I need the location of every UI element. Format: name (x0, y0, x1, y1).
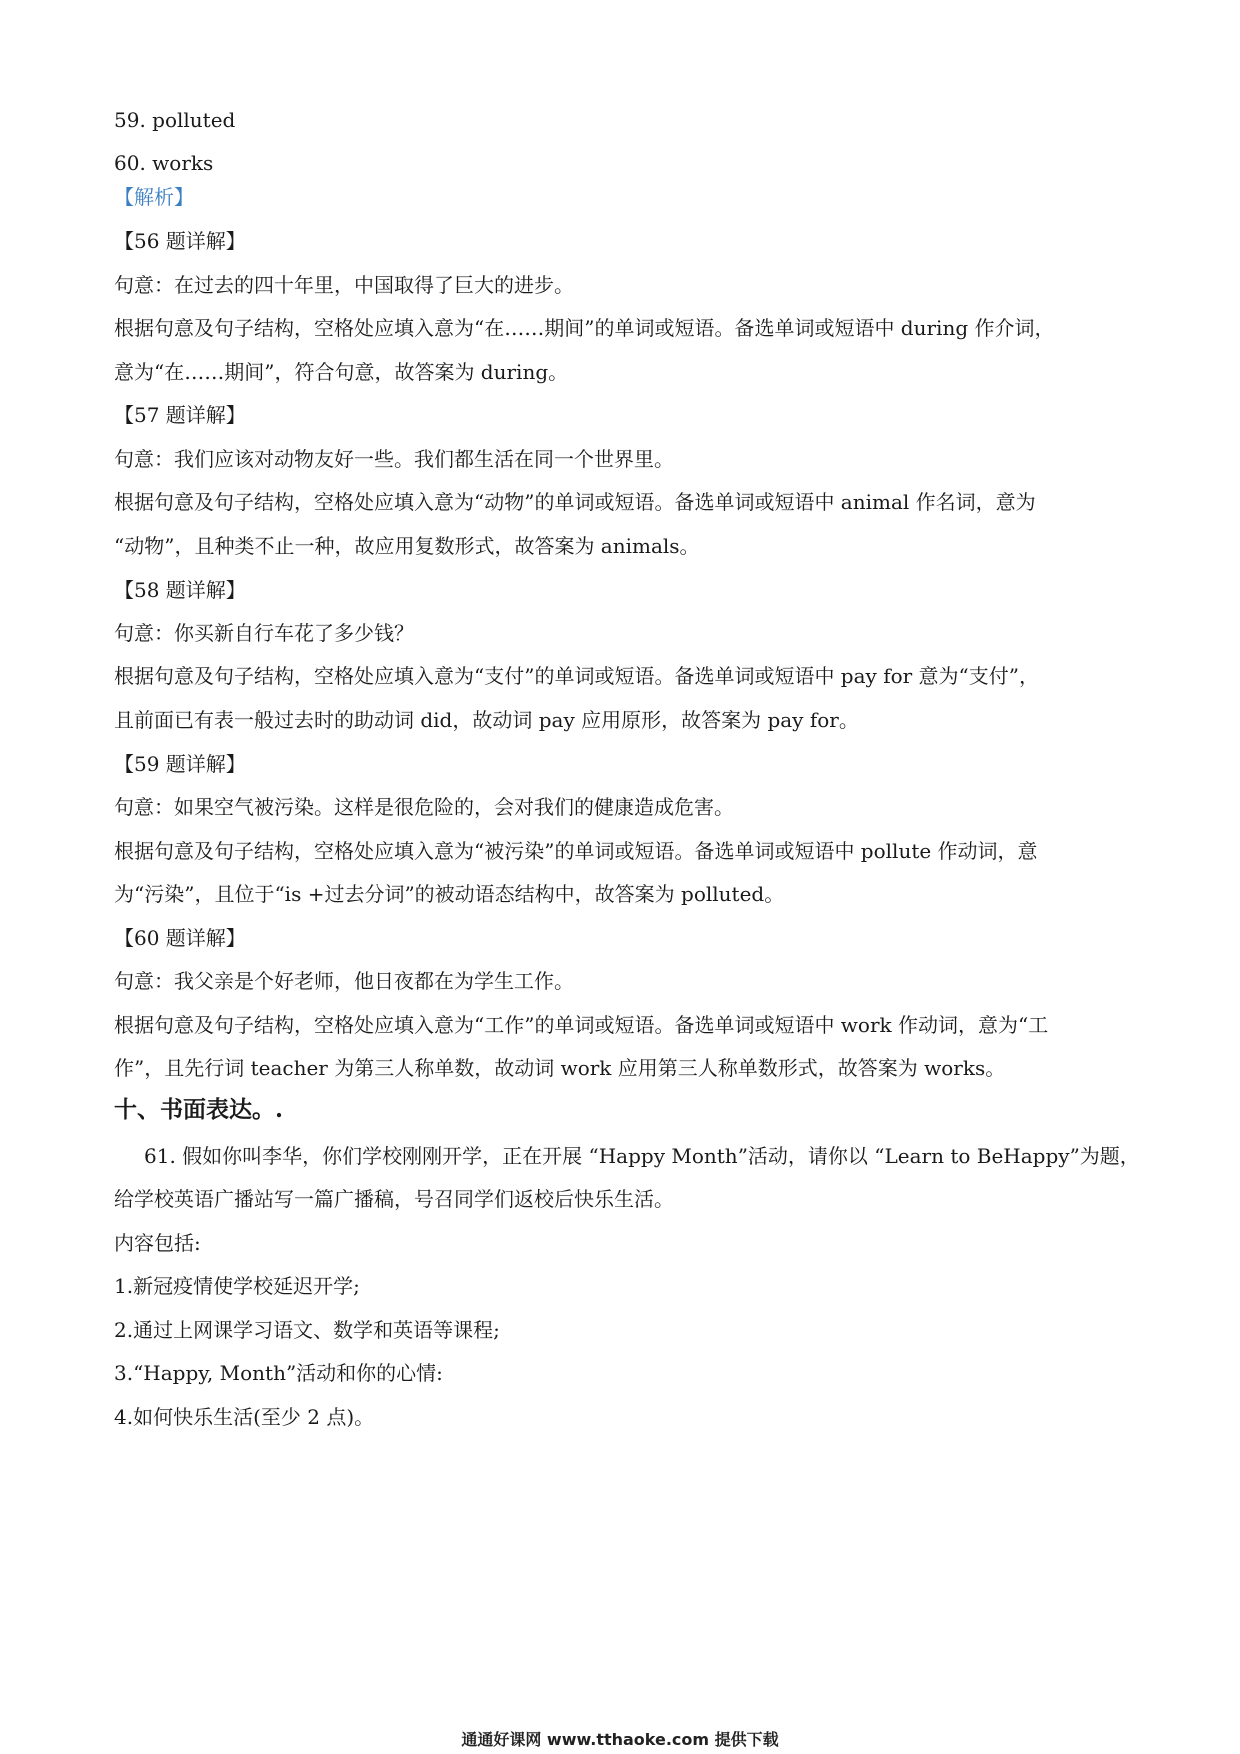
q56-title: 【56 题详解】 (114, 229, 246, 253)
q58-explain-1: 根据句意及句子结构，空格处应填入意为“支付”的单词或短语。备选单词或短语中 pay for 意为“支付”， (114, 664, 1039, 688)
answer-59: 59. polluted (114, 108, 236, 132)
q57-explain-1: 根据句意及句子结构，空格处应填入意为“动物”的单词或短语。备选单词或短语中 animal 作名词，意为 (114, 490, 1036, 514)
q58-title: 【58 题详解】 (114, 578, 246, 602)
q57-meaning: 句意：我们应该对动物友好一些。我们都生活在同一个世界里。 (114, 447, 674, 471)
q56-meaning: 句意：在过去的四十年里，中国取得了巨大的进步。 (114, 273, 574, 297)
q59-meaning: 句意：如果空气被污染。这样是很危险的，会对我们的健康造成危害。 (114, 795, 734, 819)
section-heading: 十、书面表达。. (114, 1096, 284, 1123)
q60-meaning: 句意：我父亲是个好老师，他日夜都在为学生工作。 (114, 969, 574, 993)
content-item-3: 3.“Happy, Month”活动和你的心情: (114, 1361, 443, 1385)
answer-60: 60. works (114, 151, 214, 175)
analysis-label: 【解析】 (114, 185, 194, 209)
q58-explain-2: 且前面已有表一般过去时的助动词 did，故动词 pay 应用原形，故答案为 pay for。 (114, 708, 859, 732)
q56-explain-1: 根据句意及句子结构，空格处应填入意为“在……期间”的单词或短语。备选单词或短语中 during 作介词， (114, 316, 1055, 340)
q60-explain-1: 根据句意及句子结构，空格处应填入意为“工作”的单词或短语。备选单词或短语中 work 作动词，意为“工 (114, 1013, 1049, 1037)
q57-title: 【57 题详解】 (114, 403, 246, 427)
q58-meaning: 句意：你买新自行车花了多少钱？ (114, 621, 414, 645)
q59-title: 【59 题详解】 (114, 752, 246, 776)
q61-line-1: 61. 假如你叫李华，你们学校刚刚开学，正在开展 “Happy Month”活动，请你以 “Learn to BeHappy”为题， (144, 1144, 1140, 1168)
q56-explain-2: 意为“在……期间”，符合句意，故答案为 during。 (114, 360, 569, 384)
content-item-4: 4.如何快乐生活(至少 2 点)。 (114, 1405, 375, 1429)
q57-explain-2: “动物”，且种类不止一种，故应用复数形式，故答案为 animals。 (114, 534, 700, 558)
content-item-1: 1.新冠疫情使学校延迟开学; (114, 1274, 360, 1298)
q61-line-2: 给学校英语广播站写一篇广播稿，号召同学们返校后快乐生活。 (114, 1187, 674, 1211)
content-label: 内容包括: (114, 1231, 201, 1255)
q59-explain-2: 为“污染”，且位于“is +过去分词”的被动语态结构中，故答案为 polluted。 (114, 882, 785, 906)
q60-explain-2: 作”，且先行词 teacher 为第三人称单数，故动词 work 应用第三人称单数形式，故答案为 works。 (114, 1056, 1006, 1080)
q60-title: 【60 题详解】 (114, 926, 246, 950)
footer-watermark: 通通好课网 www.tthaoke.com 提供下载 (461, 1730, 779, 1749)
q59-explain-1: 根据句意及句子结构，空格处应填入意为“被污染”的单词或短语。备选单词或短语中 pollute 作动词，意 (114, 839, 1038, 863)
content-item-2: 2.通过上网课学习语文、数学和英语等课程; (114, 1318, 500, 1342)
